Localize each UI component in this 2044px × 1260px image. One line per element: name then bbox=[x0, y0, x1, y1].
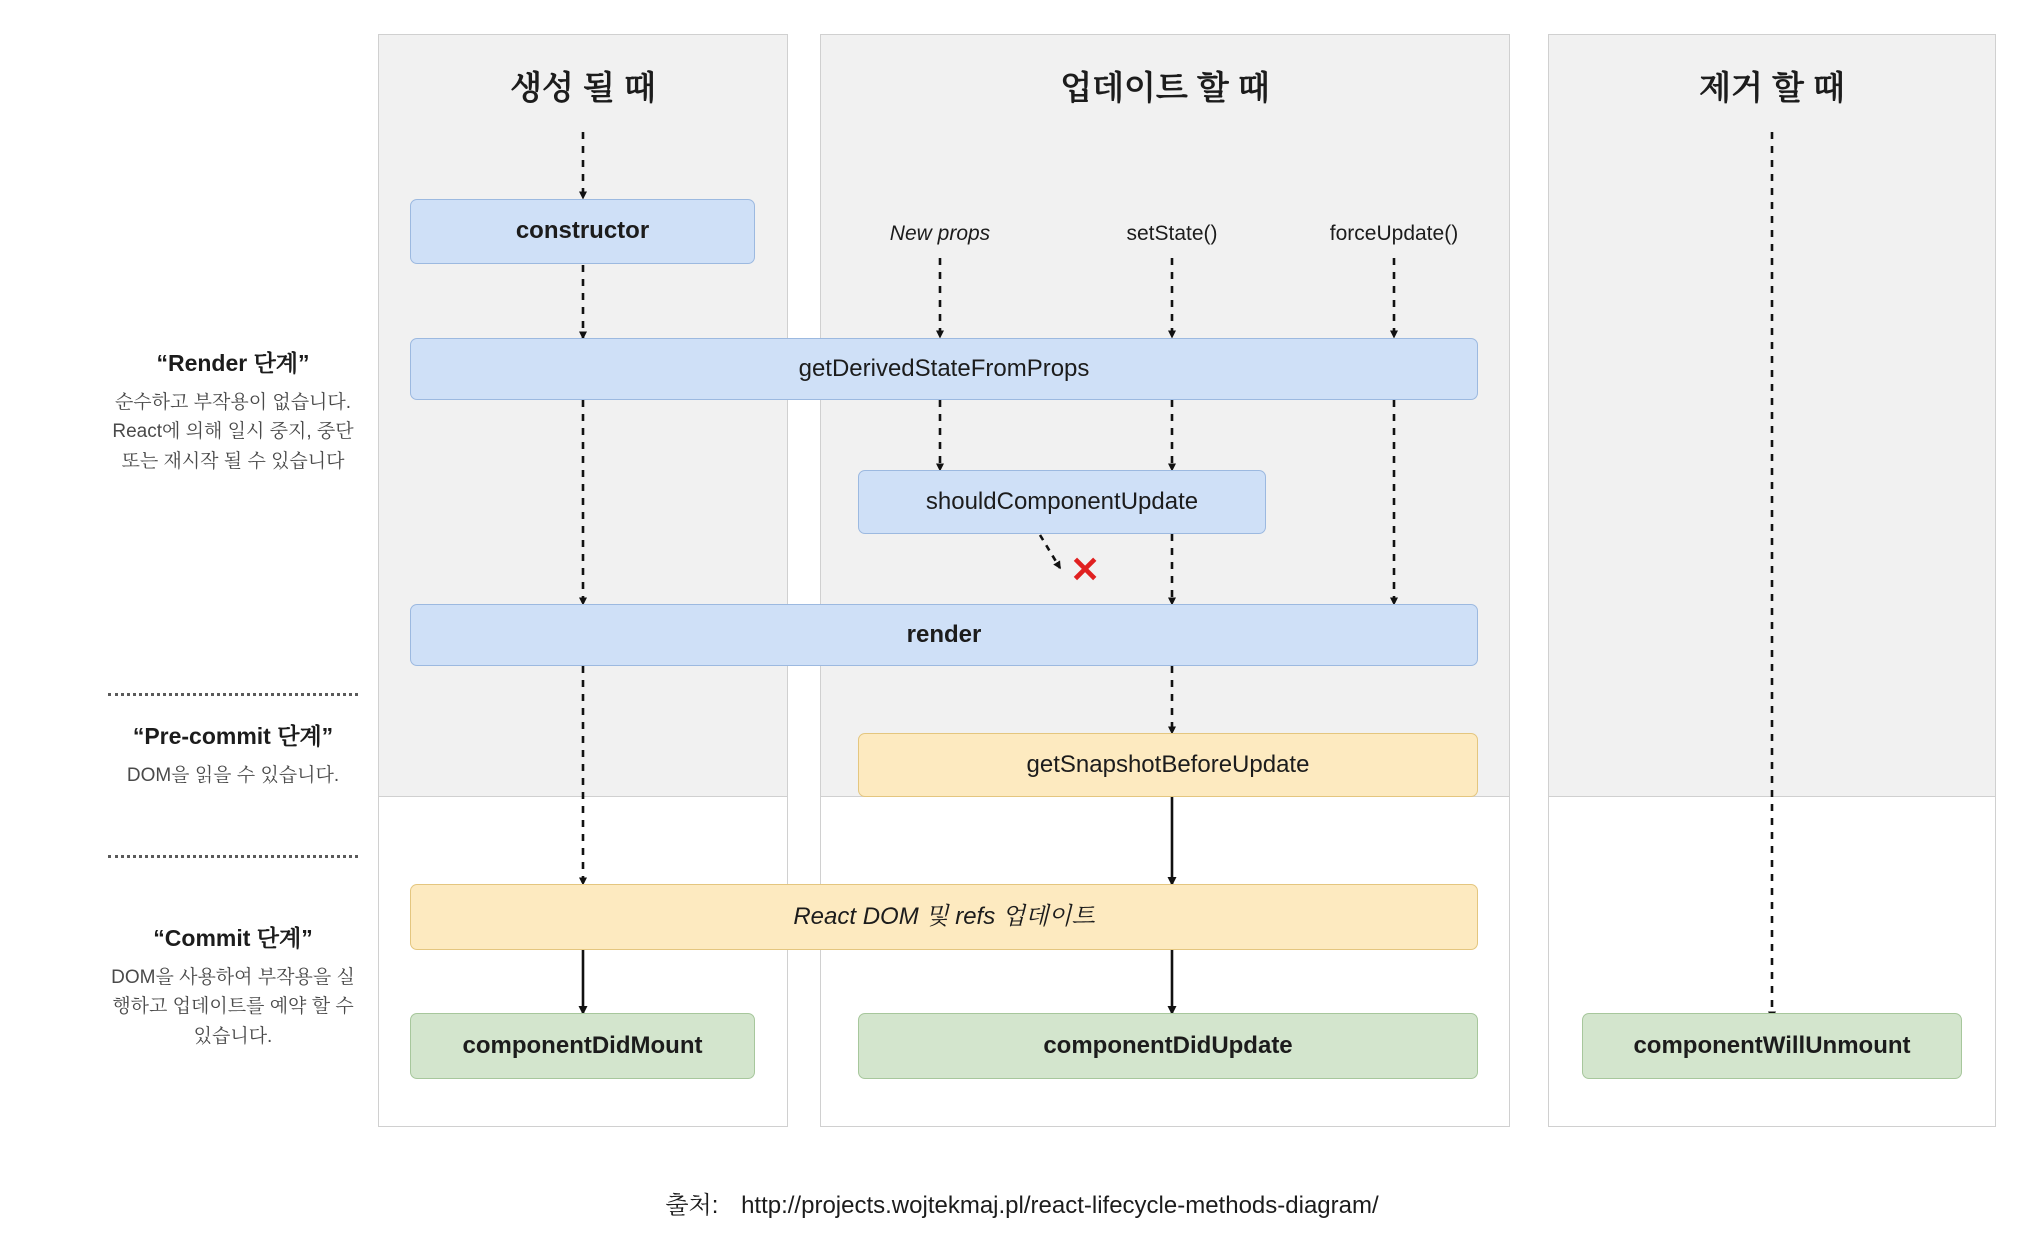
node-component-did-mount[interactable]: componentDidMount bbox=[410, 1013, 755, 1079]
column-title-mount: 생성 될 때 bbox=[510, 69, 656, 106]
column-panel-update bbox=[820, 34, 1510, 1127]
source-label: 출처: bbox=[665, 1192, 719, 1219]
source-url: http://projects.wojtekmaj.pl/react-lifecycle-methods-diagram/ bbox=[741, 1192, 1379, 1219]
phase-divider-bottom bbox=[108, 855, 358, 858]
node-get-derived-state-from-props[interactable]: getDerivedStateFromProps bbox=[410, 338, 1478, 400]
phase-block-commit bbox=[108, 920, 358, 1051]
phase-block-pre-commit bbox=[108, 718, 358, 790]
phase-divider-top bbox=[108, 693, 358, 696]
column-panel-unmount bbox=[1548, 34, 1996, 1127]
phase-block-render bbox=[108, 345, 358, 476]
node-render[interactable]: render bbox=[410, 604, 1478, 666]
node-component-did-update[interactable]: componentDidUpdate bbox=[858, 1013, 1478, 1079]
phase-desc-commit: DOM을 사용하여 부작용을 실행하고 업데이트를 예약 할 수 있습니다. bbox=[111, 967, 355, 1047]
phase-desc-render: 순수하고 부작용이 없습니다. React에 의해 일시 중지, 중단 또는 재시작 될 수 있습니다 bbox=[112, 392, 354, 472]
skip-render-x-icon: ✕ bbox=[1070, 549, 1101, 590]
node-react-dom-update[interactable]: React DOM 및 refs 업데이트 bbox=[410, 884, 1478, 950]
column-panel-mount bbox=[378, 34, 788, 1127]
trigger-label-force-update: forceUpdate() bbox=[1329, 222, 1459, 245]
trigger-label-set-state: setState() bbox=[1126, 222, 1218, 245]
trigger-label-new-props: New props bbox=[889, 222, 991, 245]
node-get-snapshot-before-update[interactable]: getSnapshotBeforeUpdate bbox=[858, 733, 1478, 797]
column-title-unmount: 제거 할 때 bbox=[1699, 69, 1845, 106]
node-should-component-update[interactable]: shouldComponentUpdate bbox=[858, 470, 1266, 534]
phase-title-render: “Render 단계” bbox=[156, 350, 310, 376]
source-caption bbox=[0, 1185, 2044, 1220]
phase-desc-pre-commit: DOM을 읽을 수 있습니다. bbox=[126, 765, 340, 786]
phase-title-commit: “Commit 단계” bbox=[153, 925, 313, 951]
node-component-will-unmount[interactable]: componentWillUnmount bbox=[1582, 1013, 1962, 1079]
column-title-update: 업데이트 할 때 bbox=[1060, 69, 1270, 106]
phase-title-pre-commit: “Pre-commit 단계” bbox=[132, 723, 334, 749]
node-constructor[interactable]: constructor bbox=[410, 199, 755, 264]
